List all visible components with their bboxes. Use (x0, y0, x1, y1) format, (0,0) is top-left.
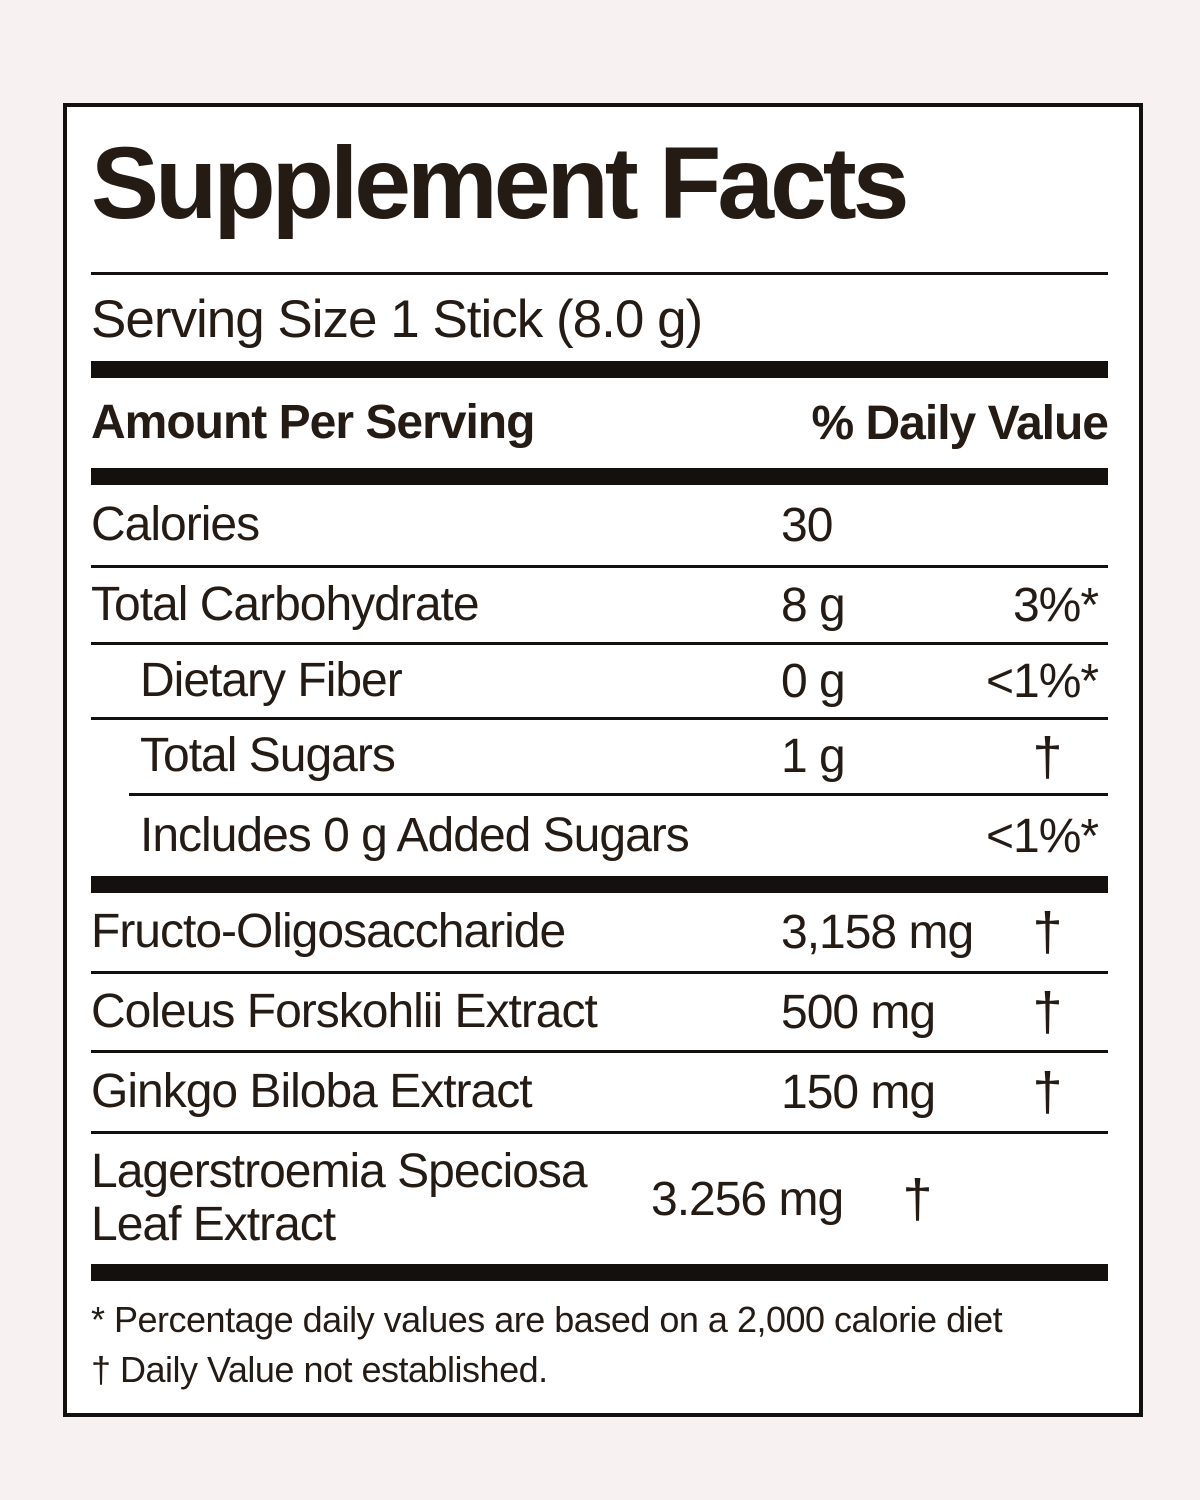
ingredient-daily-value: † (1032, 1062, 1062, 1122)
ingredient-amount: 150 mg (781, 1065, 936, 1119)
ingredient-amount: 3,158 mg (781, 905, 974, 959)
footnote-daily-values: * Percentage daily values are based on a 2,000 calorie diet (91, 1299, 1003, 1340)
footnote-not-established: † Daily Value not established. (91, 1349, 548, 1390)
ingredient-amount: 500 mg (781, 985, 936, 1039)
label-title: Supplement Facts (91, 126, 906, 240)
thick-separator-bar (91, 468, 1108, 485)
ingredient-name: Coleus Forskohlii Extract (91, 984, 597, 1038)
footnotes (91, 1295, 1108, 1395)
ingredient-name: Fructo-Oligosaccharide (91, 904, 566, 958)
nutrient-daily-value: <1%* (986, 809, 1099, 863)
supplement-facts-label (63, 103, 1143, 1417)
nutrient-name: Total Carbohydrate (91, 577, 479, 631)
nutrient-name: Includes 0 g Added Sugars (140, 808, 689, 862)
ingredient-daily-value: † (902, 1169, 932, 1229)
serving-size-text: Serving Size 1 Stick (8.0 g) (91, 290, 703, 349)
nutrient-daily-value: <1%* (986, 654, 1099, 708)
ingredient-daily-value: † (1032, 982, 1062, 1042)
nutrient-amount: 1 g (781, 730, 845, 783)
nutrient-name: Calories (91, 497, 260, 551)
nutrient-amount: 0 g (781, 654, 845, 708)
ingredient-name: Lagerstroemia Speciosa Leaf Extract (91, 1145, 587, 1251)
table-row-fructo-oligosaccharide (91, 893, 1108, 971)
ingredient-amount: 3.256 mg (651, 1172, 844, 1226)
thick-separator-bar (91, 361, 1108, 378)
nutrient-name: Dietary Fiber (140, 653, 402, 707)
table-row-ginkgo-biloba (91, 1053, 1108, 1131)
table-header-row (91, 378, 1108, 468)
nutrient-daily-value: † (1032, 726, 1062, 787)
thick-separator-bar (91, 876, 1108, 893)
table-row-dietary-fiber (91, 645, 1108, 717)
table-row-added-sugars (91, 796, 1108, 876)
thick-separator-bar (91, 1264, 1108, 1281)
table-row-total-sugars (91, 720, 1108, 793)
daily-value-header: % Daily Value (811, 396, 1108, 450)
nutrient-amount: 30 (781, 498, 833, 552)
table-row-calories (91, 485, 1108, 565)
ingredient-daily-value: † (1032, 902, 1062, 962)
table-row-lagerstroemia-speciosa (91, 1134, 1108, 1264)
nutrient-daily-value: 3%* (1012, 578, 1098, 632)
table-row-total-carbohydrate (91, 568, 1108, 642)
table-row-coleus-forskohlii (91, 974, 1108, 1050)
ingredient-name: Ginkgo Biloba Extract (91, 1064, 532, 1118)
nutrient-name: Total Sugars (140, 729, 395, 783)
nutrient-amount: 8 g (781, 578, 845, 632)
amount-per-serving-header: Amount Per Serving (91, 395, 535, 449)
